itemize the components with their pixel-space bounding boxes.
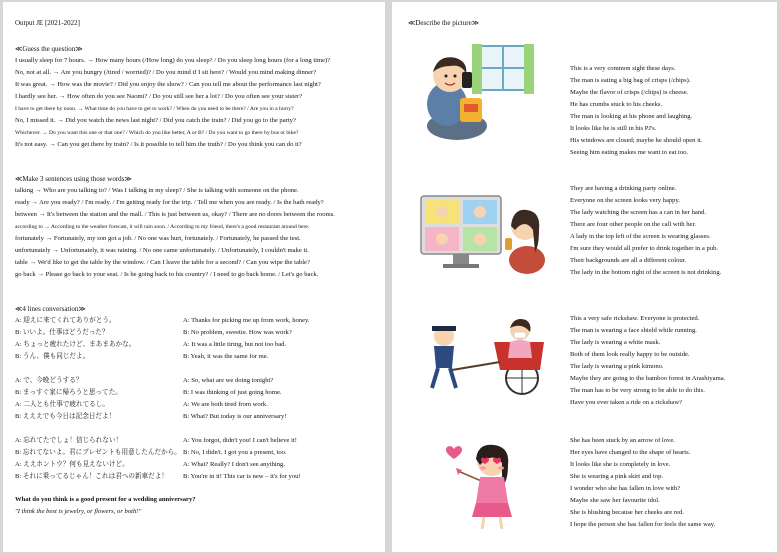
picture3-line: The man is wearing a face shield while running. (570, 327, 697, 334)
picture3-line: Maybe they are going to the bamboo forest in Arashiyama. (570, 375, 726, 382)
picture4-line: It looks like she is completely in love. (570, 461, 671, 468)
make3-line: unfortunately → Unfortunately, it was raining. / No one came unfortunately. / Unfortunately, I couldn't make it. (15, 247, 309, 254)
picture2-line: Their backgrounds are all a different colour. (570, 257, 687, 264)
conv-jp-line: B: 忘れてないよ。君にプレゼントも用意したんだから。 (15, 449, 181, 456)
conv-jp-line: B: うん、僕も同じだよ。 (15, 353, 90, 360)
conv-jp-line: A: ええホントウ？何も見えないけど。 (15, 461, 129, 468)
make3-line: fortunately → Fortunately, my son got a job. / No one was hurt, fortunately. / Fortunately, he passed the test. (15, 235, 301, 242)
make3-line: talking → Who are you talking to? / Was I talking in my sleep? / She is talking with someone on the phone. (15, 187, 299, 194)
picture4-line: Maybe she saw her favourite idol. (570, 497, 660, 504)
conv-en-line: B: No problem, sweetie. How was work? (183, 329, 292, 336)
guess-line: I have to get there by noon. → What time do you have to get to work? / When do you need to be there? / Are you in a hurry? (15, 106, 294, 112)
picture3-line: Have you ever taken a ride on a rickshaw? (570, 399, 683, 406)
conversation-heading: ≪4 lines conversation≫ (15, 305, 86, 313)
conv-en-line: B: What? But today is our anniversary! (183, 413, 287, 420)
anniversary-question: What do you think is a good present for a wedding anniversary? (15, 496, 196, 503)
picture1-line: This is a very common sight these days. (570, 65, 676, 72)
picture2-line: The lady in the bottom right of the screen is not drinking. (570, 269, 722, 276)
conv-jp-line: B: まっすぐ家に帰ろうと思ってた。 (15, 389, 122, 396)
picture2-line: They are having a drinking party online. (570, 185, 677, 192)
picture4-line: She has been stuck by an arrow of love. (570, 437, 675, 444)
guess-line: I hardly see her. → How often do you see Naomi? / Do you still see her a lot? / Do you often see your sister? (15, 93, 303, 100)
picture2-line: Everyone on the screen looks very happy. (570, 197, 680, 204)
guess-heading: ≪Guess the question≫ (15, 45, 83, 53)
picture1-line: The man is eating a big bag of crisps (/chips). (570, 77, 691, 84)
make3-heading: ≪Make 3 sentences using those words≫ (15, 175, 132, 183)
conv-en-line: A: Thanks for picking me up from work, honey. (183, 317, 310, 324)
conv-jp-line: A: 忘れてたでしょ！信じられない！ (15, 437, 123, 444)
picture1-line: It looks like he is still in his PJ's. (570, 125, 657, 132)
right-page (392, 2, 777, 552)
describe-heading: ≪Describe the picture≫ (408, 19, 480, 27)
make3-line: table → We'd like to get the table by the window. / Can I leave the table for a second? / Can you wipe the table? (15, 259, 310, 266)
picture3-line: Both of them look really happy to be outside. (570, 351, 690, 358)
picture3-line: The lady is wearing a white mask. (570, 339, 661, 346)
man-eating-crisps-illustration (412, 42, 537, 142)
picture2-line: There are four other people on the call with her. (570, 221, 696, 228)
picture1-line: Maybe the flavor of crisps (/chips) is cheese. (570, 89, 689, 96)
conv-jp-line: A: 二人とも仕事で疲れてるし。 (15, 401, 109, 408)
conv-en-line: B: Yeah, it was the same for me. (183, 353, 269, 360)
document-title: Output JE [2021-2022] (15, 19, 80, 27)
picture4-line: I wonder who she has fallen in love with? (570, 485, 681, 492)
guess-line: It was great. → How was the movie? / Did you enjoy the show? / Can you tell me about the performance last night? (15, 81, 321, 88)
picture3-line: This a very safe rickshaw. Everyone is protected. (570, 315, 700, 322)
conv-jp-line: A: ちょっと疲れたけど、まあまあかな。 (15, 341, 136, 348)
picture1-line: Seeing him eating makes me want to eat too. (570, 149, 689, 156)
conv-en-line: B: I was thinking of just going home. (183, 389, 282, 396)
guess-line: It's not easy. → Can you get there by train? / Is it possible to tell him the truth? / Do you think you can do it? (15, 141, 302, 148)
guess-line: No, I missed it. → Did you watch the news last night? / Did you catch the train? / Did you go to the party? (15, 117, 296, 124)
picture2-line: I'm sure they would all prefer to drink together in a pub. (570, 245, 719, 252)
picture2-line: A lady in the top left of the screen is wearing glasses. (570, 233, 711, 240)
make3-line: ready → Are you ready? / I'm ready. / I'm getting ready for the trip. / Tell me when you are ready. / Is the bath ready? (15, 199, 324, 206)
picture4-line: Her eyes have changed to the shape of hearts. (570, 449, 691, 456)
anniversary-answer: "I think the best is jewelry, or flowers, or both!" (15, 508, 142, 515)
picture2-line: The lady watching the screen has a can in her hand. (570, 209, 707, 216)
rickshaw-illustration (422, 312, 557, 397)
guess-line: I usually sleep for 7 hours. → How many hours (/How long) do you sleep? / Do you sleep long hours (for a long time)? (15, 57, 331, 64)
conv-en-line: B: No, I didn't. I got you a present, too. (183, 449, 287, 456)
girl-in-love-illustration (444, 437, 534, 532)
conv-jp-line: B: いいよ。仕事はどうだった？ (15, 329, 109, 336)
conv-en-line: A: What? Really? I don't see anything. (183, 461, 285, 468)
picture1-line: His windows are closed; maybe he should open it. (570, 137, 703, 144)
conv-jp-line: A: 迎えに来てくれてありがとう。 (15, 317, 116, 324)
picture1-line: He has crumbs stuck to his cheeks. (570, 101, 663, 108)
conv-en-line: A: It was a little tiring, but not too bad. (183, 341, 287, 348)
left-page (3, 2, 385, 552)
picture4-line: She is wearing a pink skirt and top. (570, 473, 664, 480)
conv-en-line: A: We are both tired from work. (183, 401, 268, 408)
online-drinking-party-illustration (417, 190, 547, 275)
conv-en-line: B: You're in it! This car is new – it's for you! (183, 473, 301, 480)
conv-jp-line: A: で、今晩どうする？ (15, 377, 83, 384)
make3-line: between → It's between the station and the mall. / This is just between us, okay? / There are no doors between the rooms. (15, 211, 335, 218)
guess-line: No, not at all. → Are you hungry (/tired / worried)? / Do you mind if I sit here? / Would you mind making dinner? (15, 69, 317, 76)
conv-en-line: A: You forgot, didn't you! I can't believe it! (183, 437, 297, 444)
picture4-line: She is blushing because her cheeks are red. (570, 509, 684, 516)
picture3-line: The man has to be very strong to be able to do this. (570, 387, 705, 394)
conv-en-line: A: So, what are we doing tonight? (183, 377, 274, 384)
conv-jp-line: B: えええでも今日は記念日だよ！ (15, 413, 116, 420)
conv-jp-line: B: それに乗ってるじゃん！これは君への新車だよ！ (15, 473, 168, 480)
make3-line: go back → Please go back to your seat. / Is he going back to his country? / I need to go back home. / Let's go back. (15, 271, 319, 278)
guess-line: Whichever. → Do you want this one or that one? / Which do you like better, A or B? / Do you want to go there by bus or bike? (15, 130, 299, 136)
picture3-line: The lady is wearing a pink kimono. (570, 363, 664, 370)
make3-line: according to → According to the weather forecast, it will rain soon. / According to my friend, there's a good restaurant around here. (15, 224, 310, 230)
picture4-line: I hope the person she has fallen for feels the same way. (570, 521, 716, 528)
picture1-line: The man is looking at his phone and laughing. (570, 113, 693, 120)
